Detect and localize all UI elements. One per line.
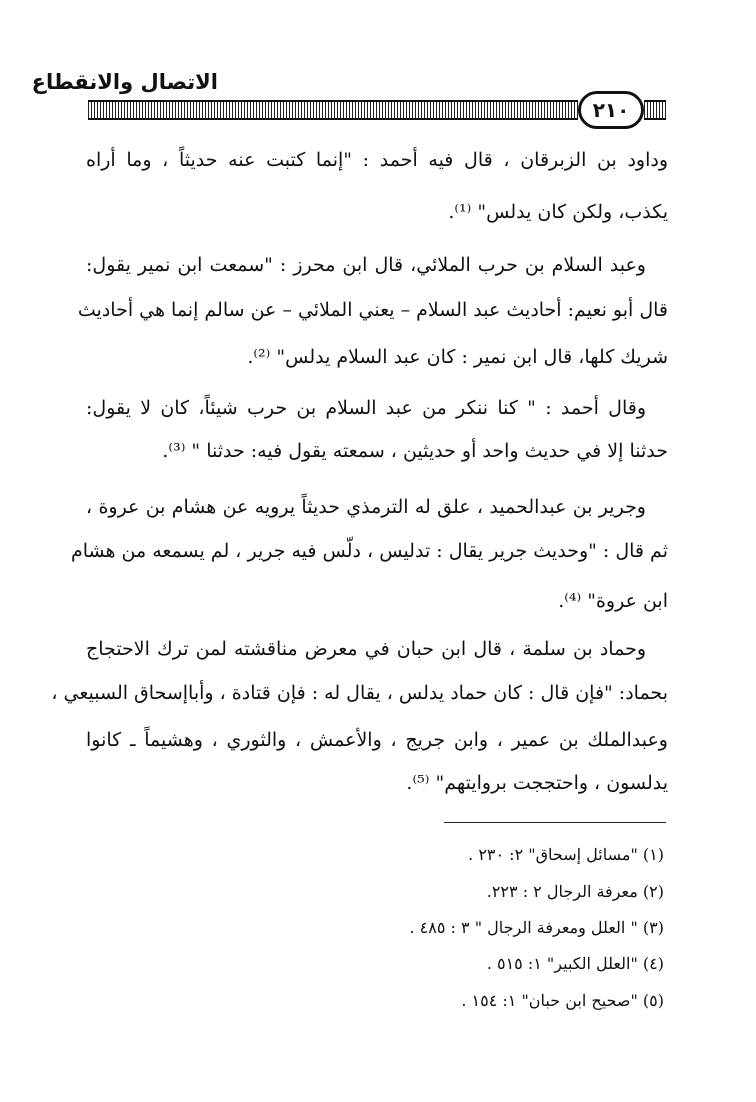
footnote: (٥) "صحيح ابن حبان" ١: ١٥٤ . — [461, 991, 664, 1010]
text-line: وداود بن الزبرقان ، قال فيه أحمد : "إنما كتبت عنه حديثاً ، وما أراه — [86, 149, 668, 171]
text-line: ثم قال : "وحديث جرير يقال : تدليس ، دلّس فيه جرير ، لم يسمعه من هشام — [70, 540, 668, 562]
text-line: وقال أحمد : " كنا ننكر من عبد السلام بن حرب شيئاً، كان لا يقول: — [86, 397, 646, 419]
text-line: قال أبو نعيم: أحاديث عبد السلام – يعني الملائي – عن سالم إنما هي أحاديث — [77, 299, 668, 321]
text-line: وجرير بن عبدالحميد ، علق له الترمذي حديثاً يرويه عن هشام بن عروة ، — [86, 496, 646, 518]
text-line: يكذب، ولكن كان يدلس" ⁽¹⁾. — [448, 201, 668, 223]
header-rule-end — [644, 100, 666, 120]
footnote: (٢) معرفة الرجال ٢ : ٢٢٣. — [486, 882, 664, 901]
footnote: (١) "مسائل إسحاق" ٢: ٢٣٠ . — [468, 845, 664, 864]
footnote-rule — [444, 822, 666, 823]
footnote: (٤) "العلل الكبير" ١: ٥١٥ . — [486, 954, 664, 973]
text-line: يدلسون ، واحتججت بروايتهم" ⁽⁵⁾. — [406, 772, 668, 794]
footnote: (٣) " العلل ومعرفة الرجال " ٣ : ٤٨٥ . — [409, 918, 664, 937]
header-rule — [88, 100, 578, 120]
text-line: حدثنا إلا في حديث واحد أو حديثين ، سمعته يقول فيه: حدثنا " ⁽³⁾. — [162, 440, 668, 462]
text-line: ابن عروة" ⁽⁴⁾. — [558, 590, 668, 612]
text-line: وحماد بن سلمة ، قال ابن حبان في معرض مناقشته لمن ترك الاحتجاج — [86, 638, 646, 660]
text-line: شريك كلها، قال ابن نمير : كان عبد السلام يدلس" ⁽²⁾. — [247, 346, 668, 368]
text-line: وعبدالملك بن عمير ، وابن جريج ، والأعمش ، والثوري ، وهشيماً ـ كانوا — [86, 729, 668, 751]
text-line: وعبد السلام بن حرب الملائي، قال ابن محرز : "سمعت ابن نمير يقول: — [86, 254, 646, 276]
text-line: بحماد: "فإن قال : كان حماد يدلس ، يقال له : فإن قتادة ، وأباإسحاق السبيعي ، — [51, 682, 668, 704]
running-header-title: الاتصال والانقطاع — [31, 70, 218, 94]
page-number: ٢١٠ — [578, 91, 644, 129]
